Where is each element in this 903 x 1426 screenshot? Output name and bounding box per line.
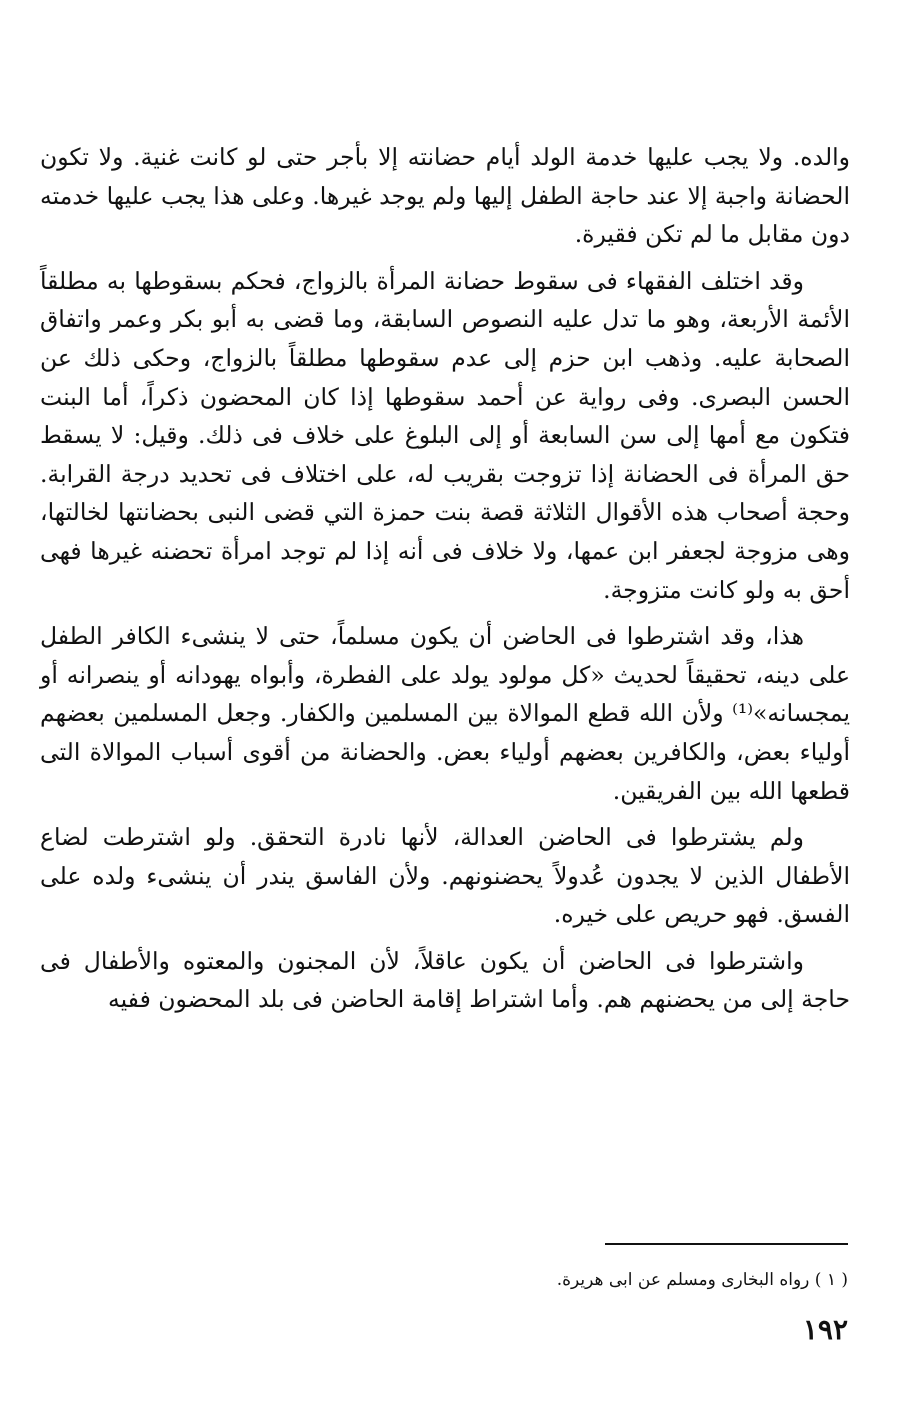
page-number: ١٩٢	[802, 1313, 848, 1346]
paragraph: هذا، وقد اشترطوا فى الحاضن أن يكون مسلماً، حتى لا ينشىء الكافر الطفل على دينه، تحقيقاً لحديث «كل مولود يولد على الفطرة، وأبواه يهودانه أو ينصرانه أو يمجسانه»⁽¹⁾ ولأن الله قطع الموالاة بين المسلمين والكفار. وجعل المسلمين بعضهم أولياء بعض، والكافرين بعضهم أولياء بعض. والحضانة من أقوى أسباب الموالاة التى قطعها الله بين الفريقين.	[40, 622, 850, 805]
paragraph: ولم يشترطوا فى الحاضن العدالة، لأنها نادرة التحقق. ولو اشترطت لضاع الأطفال الذين لا يجدون عُدولاً يحضنونهم. ولأن الفاسق يندر أن ينشىء ولده على الفسق. فهو حريص على خيره.	[40, 823, 850, 929]
footnote: ( ١ ) رواه البخارى ومسلم عن ابى هريرة.	[556, 1270, 848, 1290]
footnote-separator	[605, 1243, 848, 1245]
paragraph: وقد اختلف الفقهاء فى سقوط حضانة المرأة بالزواج، فحكم بسقوطها به مطلقاً الأئمة الأربعة، وهو ما تدل عليه النصوص السابقة، وما قضى به أبو بكر وعمر واتفاق الصحابة عليه. وذهب ابن حزم إلى عدم سقوطها مطلقاً بالزواج، وحكى ذلك عن الحسن البصرى. وفى رواية عن أحمد سقوطها إذا كان المحضون ذكراً، أما البنت فتكون مع أمها إلى سن السابعة أو إلى البلوغ على خلاف فى ذلك. وقيل: لا يسقط حق المرأة فى الحضانة إذا تزوجت بقريب له، على اختلاف فى تحديد درجة القرابة. وحجة أصحاب هذه الأقوال الثلاثة قصة بنت حمزة التي قضى النبى بحضانتها لخالتها، وهى مزوجة لجعفر ابن عمها، ولا خلاف فى أنه إذا لم توجد امرأة تحضنه غيرها فهى أحق به ولو كانت متزوجة.	[40, 266, 850, 604]
main-text	[40, 138, 850, 1027]
paragraph: واشترطوا فى الحاضن أن يكون عاقلاً، لأن المجنون والمعتوه والأطفال فى حاجة إلى من يحضنهم هم. وأما اشتراط إقامة الحاضن فى بلد المحضون ففيه	[40, 946, 850, 1014]
paragraph: والده. ولا يجب عليها خدمة الولد أيام حضانته إلا بأجر حتى لو كانت غنية. ولا تكون الحضانة واجبة إلا عند حاجة الطفل إليها ولم يوجد غيرها. وعلى هذا يجب عليها خدمته دون مقابل ما لم تكن فقيرة.	[40, 143, 850, 249]
